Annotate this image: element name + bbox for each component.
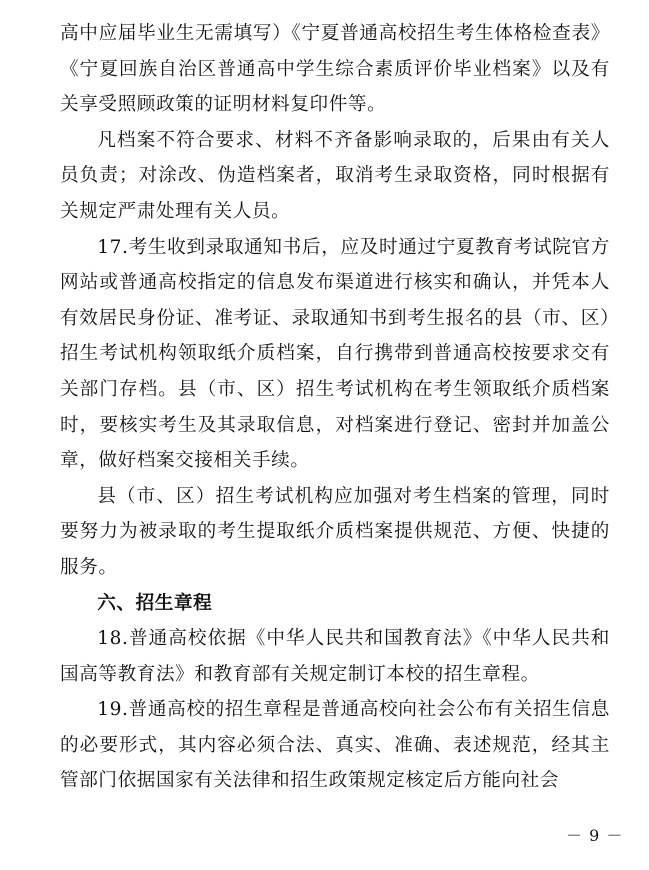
- page-number: － 9 －: [566, 826, 624, 845]
- section-heading: 六、招生章程: [97, 592, 213, 614]
- paragraph-item-17: 17.考生收到录取通知书后，应及时通过宁夏教育考试院官方网站或普通高校指定的信息发布渠道进行核实和确认，并凭本人有效居民身份证、准考证、录取通知书到考生报名的县（市、区）招生考试机构领取纸介质档案，自行携带到普通高校按要求交有关部门存档。县（市、区）招生考试机构在考生领取纸介质档案时，要核实考生及其录取信息，对档案进行登记、密封并加盖公章，做好档案交接相关手续。: [60, 236, 610, 472]
- paragraph-archive-management: 县（市、区）招生考试机构应加强对考生档案的管理，同时要努力为被录取的考生提取纸介质档案提供规范、方便、快捷的服务。: [60, 485, 610, 578]
- paragraph-continuation: 高中应届毕业生无需填写）《宁夏普通高校招生考生体格检查表》《宁夏回族自治区普通高中学生综合素质评价毕业档案》以及有关享受照顾政策的证明材料复印件等。: [60, 23, 610, 116]
- paragraph-item-19: 19.普通高校的招生章程是普通高校向社会公布有关招生信息的必要形式，其内容必须合法、真实、准确、表述规范，经其主管部门依据国家有关法律和招生政策规定核定后方能向社会: [60, 699, 610, 792]
- paragraph-item-18: 18.普通高校依据《中华人民共和国教育法》《中华人民共和国高等教育法》和教育部有关规定制订本校的招生章程。: [60, 628, 610, 685]
- document-page: [60, 16, 610, 799]
- paragraph-archive-responsibility: 凡档案不符合要求、材料不齐备影响录取的，后果由有关人员负责；对涂改、伪造档案者，取消考生录取资格，同时根据有关规定严肃处理有关人员。: [60, 129, 610, 222]
